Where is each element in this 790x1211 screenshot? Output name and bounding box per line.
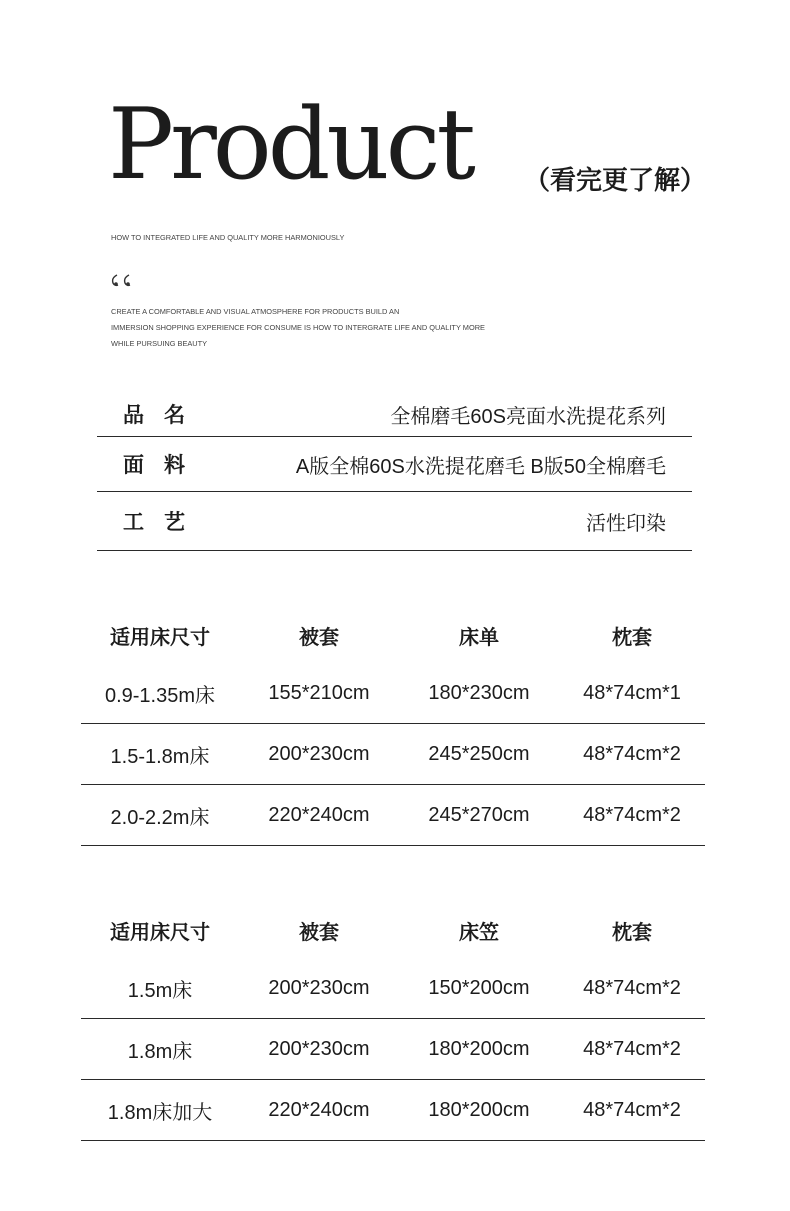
header-cell: 床单 bbox=[459, 626, 499, 649]
table-row bbox=[81, 958, 705, 1019]
size-table-sheet bbox=[81, 607, 705, 846]
table-cell: 48*74cm*2 bbox=[583, 742, 681, 765]
table-cell: 200*230cm bbox=[268, 1037, 370, 1060]
table-cell: 245*270cm bbox=[428, 803, 530, 826]
tagline: HOW TO INTEGRATED LIFE AND QUALITY MORE HARMONIOUSLY bbox=[111, 233, 345, 242]
table-cell: 245*250cm bbox=[428, 742, 530, 765]
page-subtitle: （看完更了解） bbox=[524, 165, 707, 195]
table-row bbox=[81, 663, 705, 724]
table-cell: 200*230cm bbox=[268, 976, 370, 999]
table-cell: 180*200cm bbox=[428, 1098, 530, 1121]
header-cell: 被套 bbox=[299, 626, 339, 649]
spec-row-name bbox=[97, 392, 692, 437]
spec-table bbox=[97, 392, 692, 551]
table-cell: 48*74cm*2 bbox=[583, 1037, 681, 1060]
header-cell: 枕套 bbox=[612, 626, 652, 649]
table-cell: 2.0-2.2m床 bbox=[110, 806, 210, 829]
table-header bbox=[81, 607, 705, 663]
table-row bbox=[81, 1080, 705, 1141]
table-cell: 48*74cm*2 bbox=[583, 1098, 681, 1121]
page-title: Product bbox=[108, 88, 472, 202]
spec-value: A版全棉60S水洗提花磨毛 B版50全棉磨毛 bbox=[295, 455, 666, 478]
spec-row-craft bbox=[97, 492, 692, 551]
table-cell: 1.5m床 bbox=[127, 979, 193, 1002]
table-cell: 1.8m床 bbox=[127, 1040, 193, 1063]
intro-line: IMMERSION SHOPPING EXPERIENCE FOR CONSUME IS HOW TO INTERGRATE LIFE AND QUALITY MORE bbox=[111, 323, 485, 332]
table-cell: 1.5-1.8m床 bbox=[110, 745, 210, 768]
size-table-fitted bbox=[81, 902, 705, 1141]
table-cell: 48*74cm*2 bbox=[583, 976, 681, 999]
table-cell: 150*200cm bbox=[428, 976, 530, 999]
quote-icon bbox=[111, 274, 137, 288]
header-cell: 适用床尺寸 bbox=[110, 921, 210, 944]
table-cell: 180*230cm bbox=[428, 681, 530, 704]
spec-value: 活性印染 bbox=[586, 512, 666, 535]
table-cell: 155*210cm bbox=[268, 681, 370, 704]
table-cell: 220*240cm bbox=[268, 803, 370, 826]
header-cell: 被套 bbox=[299, 921, 339, 944]
table-cell: 48*74cm*1 bbox=[583, 681, 681, 704]
intro-line: CREATE A COMFORTABLE AND VISUAL ATMOSPHERE FOR PRODUCTS BUILD AN bbox=[111, 307, 400, 316]
table-cell: 1.8m床加大 bbox=[107, 1101, 213, 1124]
spec-label: 面料 bbox=[123, 454, 205, 477]
table-header bbox=[81, 902, 705, 958]
table-cell: 0.9-1.35m床 bbox=[104, 684, 216, 707]
table-cell: 200*230cm bbox=[268, 742, 370, 765]
spec-label: 工艺 bbox=[123, 511, 205, 534]
spec-value: 全棉磨毛60S亮面水洗提花系列 bbox=[390, 405, 666, 428]
table-row bbox=[81, 724, 705, 785]
table-row bbox=[81, 1019, 705, 1080]
table-row bbox=[81, 785, 705, 846]
header-cell: 枕套 bbox=[612, 921, 652, 944]
table-cell: 48*74cm*2 bbox=[583, 803, 681, 826]
intro-text bbox=[111, 304, 511, 352]
header-cell: 适用床尺寸 bbox=[110, 626, 210, 649]
spec-label: 品名 bbox=[123, 404, 205, 427]
table-cell: 220*240cm bbox=[268, 1098, 370, 1121]
header-cell: 床笠 bbox=[459, 921, 499, 944]
spec-row-fabric bbox=[97, 437, 692, 492]
table-cell: 180*200cm bbox=[428, 1037, 530, 1060]
intro-line: WHILE PURSUING BEAUTY bbox=[111, 339, 208, 348]
